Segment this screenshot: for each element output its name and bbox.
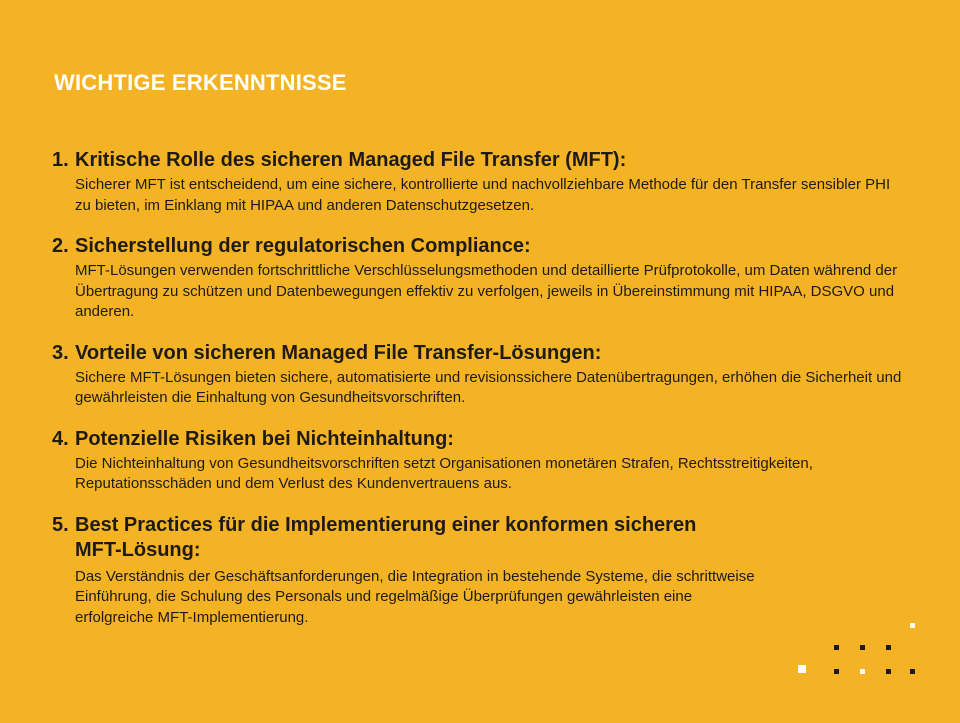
decorative-dot [886, 645, 891, 650]
decorative-dot [886, 669, 891, 674]
takeaway-title: Kritische Rolle des sicheren Managed File Transfer (MFT): [75, 149, 627, 171]
takeaway-title: Vorteile von sicheren Managed File Transfer-Lösungen: [75, 341, 602, 364]
takeaway-item [52, 427, 902, 495]
takeaway-item [52, 234, 902, 323]
takeaway-item [52, 148, 902, 216]
takeaways-list [52, 148, 902, 628]
takeaway-number: 1. [52, 149, 69, 171]
takeaway-title: Potenzielle Risiken bei Nichteinhaltung: [75, 427, 454, 450]
takeaway-body: Sichere MFT-Lösungen bieten sichere, automatisierte und revisionssichere Datenübertragungen, erhöhen die Sicherheit und gewährleisten die Einhaltung von Gesundheitsvorschriften. [75, 368, 902, 406]
decorative-dot [834, 669, 839, 674]
decorative-dot [834, 645, 839, 650]
decorative-dot [860, 669, 865, 674]
takeaway-content [75, 341, 902, 409]
takeaway-content [75, 513, 902, 629]
takeaway-item [52, 513, 902, 629]
takeaway-title: Best Practices für die Implementierung einer konformen sicheren MFT-Lösung: [75, 513, 697, 561]
decorative-dot [798, 665, 806, 673]
takeaway-body: Sicherer MFT ist entscheidend, um eine sichere, kontrollierte und nachvollziehbare Methode für den Transfer sensibler PHI zu bieten, im Einklang mit HIPAA und anderen Datenschutzgesetzen. [75, 176, 891, 214]
decorative-dot [910, 623, 915, 628]
takeaway-number: 3. [52, 341, 69, 364]
takeaway-number: 4. [52, 427, 69, 450]
takeaway-content [75, 427, 902, 495]
decorative-dot [860, 645, 865, 650]
decorative-dots [790, 615, 920, 685]
takeaway-body: MFT-Lösungen verwenden fortschrittliche Verschlüsselungsmethoden und detaillierte Prüfprotokolle, um Daten während der Übertragung zu schützen und Datenbewegungen effektiv zu verfolgen, jeweils in Übereinstimmung mit HIPAA, DSGVO und anderen. [75, 262, 898, 320]
takeaway-content [75, 234, 902, 323]
takeaway-body: Die Nichteinhaltung von Gesundheitsvorschriften setzt Organisationen monetären Strafen, Rechtsstreitigkeiten, Reputationsschäden und dem Verlust des Kundenvertrauens aus. [75, 454, 813, 492]
takeaway-number: 5. [52, 513, 69, 536]
takeaway-number: 2. [52, 235, 69, 257]
takeaway-title: Sicherstellung der regulatorischen Compliance: [75, 235, 531, 257]
takeaway-body: Das Verständnis der Geschäftsanforderungen, die Integration in bestehende Systeme, die schrittweise Einführung, die Schulung des Personals und regelmäßige Überprüfungen gewährleisten eine erfolgreiche MFT-Implementierung. [75, 567, 755, 626]
page-title: WICHTIGE ERKENNTNISSE [54, 70, 347, 95]
decorative-dot [910, 669, 915, 674]
takeaway-content [75, 148, 902, 216]
takeaway-item [52, 341, 902, 409]
